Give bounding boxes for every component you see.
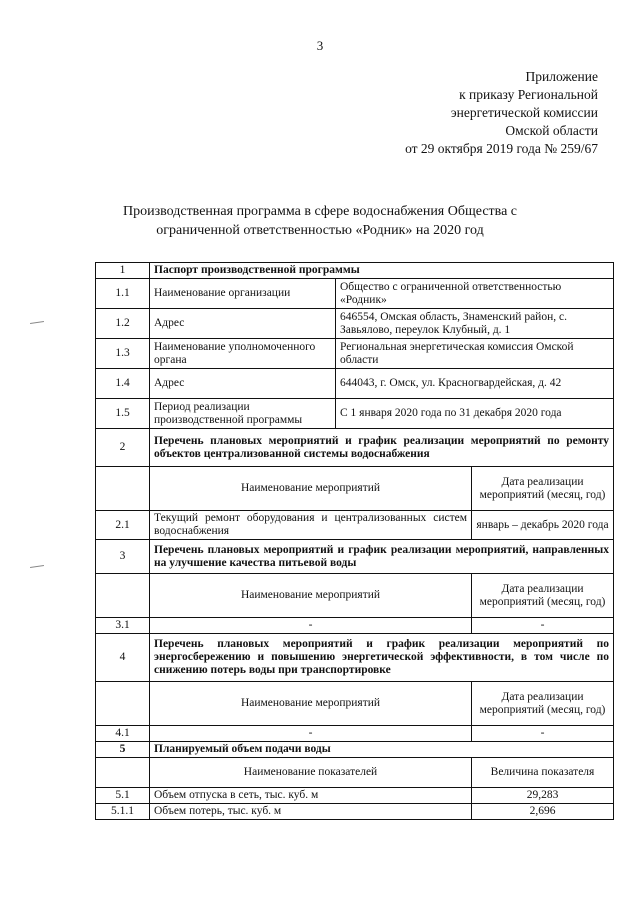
appendix-line: Омской области xyxy=(505,123,598,138)
section-title: Перечень плановых мероприятий и график реализации мероприятий, направленных на улучшение качества питьевой воды xyxy=(150,540,614,574)
row-value: Общество с ограниченной ответственностью «Родник» xyxy=(336,279,614,309)
row-label: Период реализации производственной программы xyxy=(150,399,336,429)
section-number: 5 xyxy=(96,742,150,758)
scan-mark xyxy=(30,565,44,568)
column-header: Дата реализации мероприятий (месяц, год) xyxy=(472,682,614,726)
section-title: Перечень плановых мероприятий и график реализации мероприятий по энергосбережению и повышению энергетической эффективности, в том числе по снижению потерь воды при транспортировке xyxy=(150,634,614,682)
column-header: Дата реализации мероприятий (месяц, год) xyxy=(472,467,614,511)
column-header-row xyxy=(96,574,614,618)
empty-cell xyxy=(96,467,150,511)
scan-mark xyxy=(30,321,44,324)
column-header: Дата реализации мероприятий (месяц, год) xyxy=(472,574,614,618)
appendix-line: Приложение xyxy=(525,69,598,84)
row-number: 1.4 xyxy=(96,369,150,399)
section-header xyxy=(96,540,614,574)
row-number: 1.1 xyxy=(96,279,150,309)
row-value: 644043, г. Омск, ул. Красногвардейская, д. 42 xyxy=(336,369,614,399)
table-row xyxy=(96,726,614,742)
row-label: Наименование организации xyxy=(150,279,336,309)
section-number: 4 xyxy=(96,634,150,682)
row-number: 4.1 xyxy=(96,726,150,742)
row-date: - xyxy=(472,726,614,742)
table-row xyxy=(96,399,614,429)
appendix-line: к приказу Региональной xyxy=(459,87,598,102)
document-title xyxy=(100,202,540,240)
section-header xyxy=(96,429,614,467)
table-row xyxy=(96,279,614,309)
row-value: Региональная энергетическая комиссия Омской области xyxy=(336,339,614,369)
row-name: Текущий ремонт оборудования и централизованных систем водоснабжения xyxy=(150,511,472,540)
empty-cell xyxy=(96,758,150,788)
section-number: 1 xyxy=(96,263,150,279)
page-number: 3 xyxy=(316,38,324,53)
appendix-line: от 29 октября 2019 года № 259/67 xyxy=(405,141,598,156)
row-label: Наименование уполномоченного органа xyxy=(150,339,336,369)
row-name: Объем потерь, тыс. куб. м xyxy=(150,804,472,820)
column-header: Наименование мероприятий xyxy=(150,682,472,726)
row-label: Адрес xyxy=(150,309,336,339)
section-header xyxy=(96,263,614,279)
appendix-line: энергетической комиссии xyxy=(450,105,598,120)
section-number: 3 xyxy=(96,540,150,574)
column-header-row xyxy=(96,758,614,788)
row-number: 5.1 xyxy=(96,788,150,804)
row-number: 1.5 xyxy=(96,399,150,429)
table-row xyxy=(96,618,614,634)
row-number: 2.1 xyxy=(96,511,150,540)
section-header xyxy=(96,742,614,758)
section-number: 2 xyxy=(96,429,150,467)
column-header: Величина показателя xyxy=(472,758,614,788)
table-row xyxy=(96,369,614,399)
section-header xyxy=(96,634,614,682)
table-row xyxy=(96,339,614,369)
column-header-row xyxy=(96,682,614,726)
empty-cell xyxy=(96,574,150,618)
row-number: 3.1 xyxy=(96,618,150,634)
row-value: 646554, Омская область, Знаменский район, с. Завьялово, переулок Клубный, д. 1 xyxy=(336,309,614,339)
program-table xyxy=(95,262,614,820)
row-number: 1.3 xyxy=(96,339,150,369)
section-title: Планируемый объем подачи воды xyxy=(150,742,614,758)
empty-cell xyxy=(96,682,150,726)
title-line: Производственная программа в сфере водоснабжения Общества с xyxy=(122,204,518,219)
appendix-header xyxy=(405,68,598,158)
column-header: Наименование мероприятий xyxy=(150,574,472,618)
title-line: ограниченной ответственностью «Родник» на 2020 год xyxy=(156,223,484,238)
row-name: Объем отпуска в сеть, тыс. куб. м xyxy=(150,788,472,804)
column-header: Наименование мероприятий xyxy=(150,467,472,511)
row-value: С 1 января 2020 года по 31 декабря 2020 года xyxy=(336,399,614,429)
row-label: Адрес xyxy=(150,369,336,399)
row-number: 1.2 xyxy=(96,309,150,339)
row-value: 2,696 xyxy=(472,804,614,820)
section-title: Перечень плановых мероприятий и график реализации мероприятий по ремонту объектов централизованной системы водоснабжения xyxy=(150,429,614,467)
row-name: - xyxy=(150,618,472,634)
section-title: Паспорт производственной программы xyxy=(150,263,614,279)
table-row xyxy=(96,309,614,339)
row-value: 29,283 xyxy=(472,788,614,804)
table-row xyxy=(96,804,614,820)
row-number: 5.1.1 xyxy=(96,804,150,820)
row-date: январь – декабрь 2020 года xyxy=(472,511,614,540)
row-date: - xyxy=(472,618,614,634)
column-header: Наименование показателей xyxy=(150,758,472,788)
table-row xyxy=(96,511,614,540)
column-header-row xyxy=(96,467,614,511)
row-name: - xyxy=(150,726,472,742)
table-row xyxy=(96,788,614,804)
